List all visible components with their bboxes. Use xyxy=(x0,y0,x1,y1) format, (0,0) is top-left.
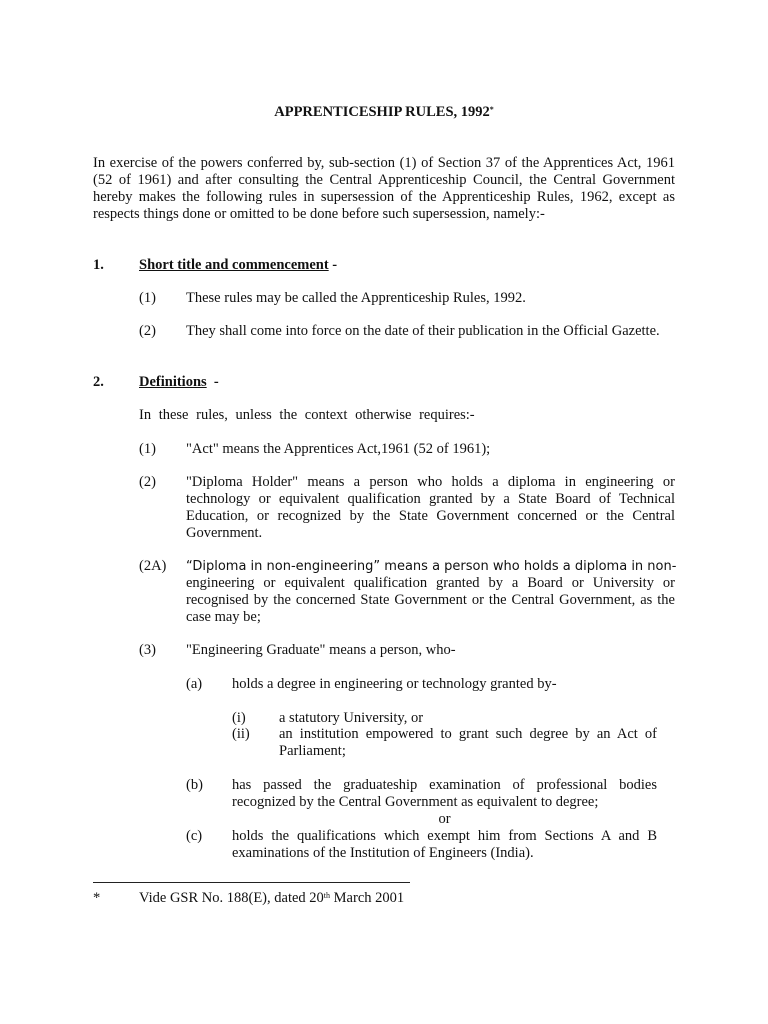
s2-item-2-number: (2) xyxy=(139,474,156,490)
s2-sub-c-text: holds the qualifications which exempt him from Sections A and B examinations of the Institution of Engineers (India). xyxy=(232,828,657,861)
preamble-paragraph: In exercise of the powers conferred by, sub-section (1) of Section 37 of the Apprentices Act, 1961 (52 of 1961) and after consulting the Central Apprenticeship Council, the Central Government hereby makes the following rules in supersession of the Apprenticeship Rules, 1962, except as respects things done or omitted to be done before such supersession, namely:- xyxy=(93,155,675,222)
s2-item-2a-text: engineering or equivalent qualification granted by a Board or University or recognised by the concerned State Government or the Central Government, as the case may be; xyxy=(186,575,675,625)
section-2-number: 2. xyxy=(93,374,104,390)
s2-item-1-number: (1) xyxy=(139,441,156,457)
s2-sub-c-number: (c) xyxy=(186,828,203,844)
footnote-mark: * xyxy=(93,890,101,906)
s2-roman-i-number: (i) xyxy=(232,710,246,726)
s2-sub-b-text: has passed the graduateship examination of professional bodies recognized by the Central Government as equivalent to degree; xyxy=(232,777,657,810)
s2-sub-a-text: holds a degree in engineering or technology granted by- xyxy=(232,676,557,692)
s2-sub-a-number: (a) xyxy=(186,676,203,692)
s1-item-2-number: (2) xyxy=(139,323,156,339)
s2-roman-i-text: a statutory University, or xyxy=(279,710,424,726)
s2-item-3-number: (3) xyxy=(139,642,156,658)
s2-sub-b-number: (b) xyxy=(186,777,203,793)
section-1-heading: Short title and commencement - xyxy=(139,257,338,273)
s2-item-2a-number: (2A) xyxy=(139,558,167,574)
title-footnote-mark: * xyxy=(489,105,494,114)
s1-item-2-text: They shall come into force on the date of their publication in the Official Gazette. xyxy=(186,323,660,339)
footnote-divider xyxy=(93,882,410,883)
s2-intro: In these rules, unless the context otherwise requires:- xyxy=(139,407,475,423)
s2-item-2a-text-lead: “Diploma in non-engineering” means a person who holds a diploma in non- xyxy=(186,559,677,574)
section-1-number: 1. xyxy=(93,257,104,273)
document-title: APPRENTICESHIP RULES, 1992* xyxy=(274,104,494,120)
section-2-heading: Definitions - xyxy=(139,374,219,390)
s2-item-2-text: "Diploma Holder" means a person who holds a diploma in engineering or technology or equivalent qualification granted by a State Board of Technical Education, or recognized by the State Government concerned or the Central Government. xyxy=(186,474,675,541)
s1-item-1-text: These rules may be called the Apprenticeship Rules, 1992. xyxy=(186,290,526,306)
s2-item-1-text: "Act" means the Apprentices Act,1961 (52 of 1961); xyxy=(186,441,491,457)
s2-roman-ii-number: (ii) xyxy=(232,726,250,742)
s2-roman-ii-text: an institution empowered to grant such degree by an Act of Parliament; xyxy=(279,726,657,759)
s1-item-1-number: (1) xyxy=(139,290,156,306)
s2-item-3-text: "Engineering Graduate" means a person, who- xyxy=(186,642,456,658)
footnote-text: Vide GSR No. 188(E), dated 20th March 2001 xyxy=(139,890,405,906)
or-connector: or xyxy=(438,811,451,827)
